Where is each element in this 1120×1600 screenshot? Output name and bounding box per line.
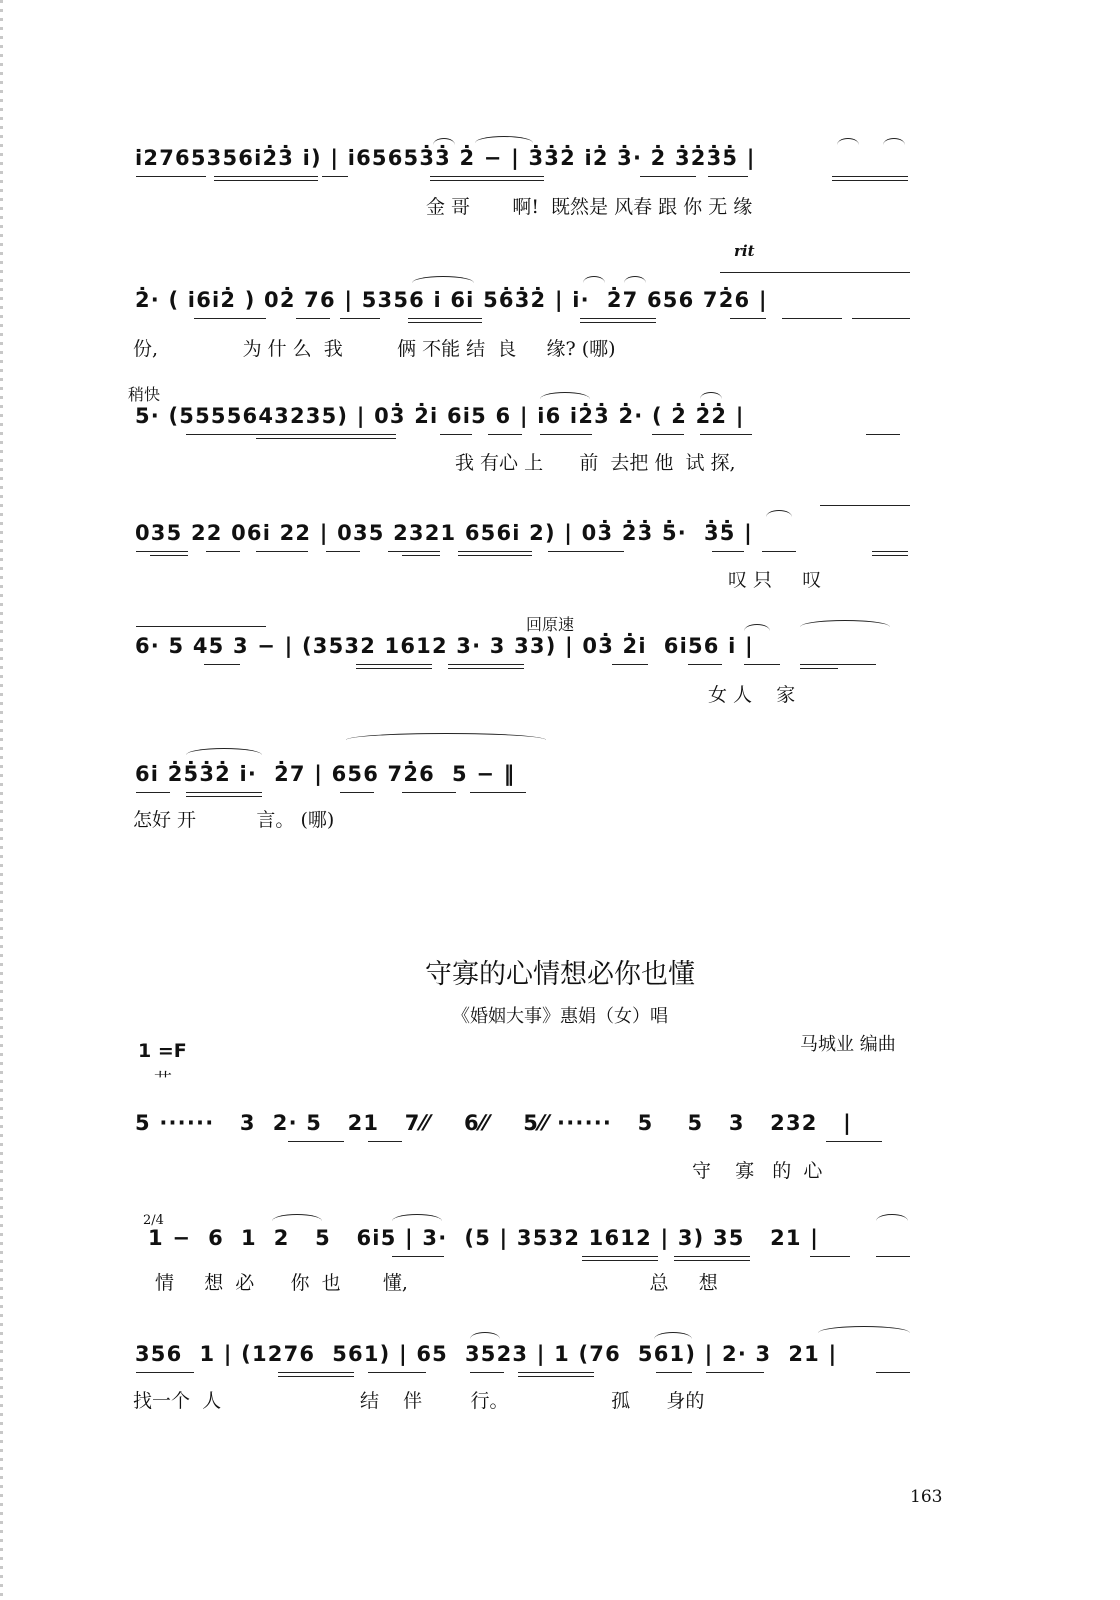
- beam-line: [852, 318, 910, 319]
- beam-line: [700, 434, 752, 435]
- beam-line: [582, 1256, 658, 1257]
- beam-line: [340, 792, 374, 793]
- beam-line: [876, 1372, 910, 1373]
- notation-line: 6i̇ 2̇5̇3̇2̇ i̇· 2̇7 | 656 72̇6 5 − ‖: [135, 762, 516, 786]
- beam-line: [744, 664, 780, 665]
- beam-line: [612, 664, 648, 665]
- beam-line: [688, 664, 722, 665]
- slur-mark: [720, 272, 910, 273]
- beam-line: [214, 176, 318, 177]
- slur-mark: [475, 136, 533, 143]
- beam-line: [408, 318, 482, 319]
- beam-line: [866, 434, 900, 435]
- beam-line: [278, 1372, 354, 1373]
- slur-mark: [392, 1214, 442, 1221]
- beam-line: [810, 1256, 850, 1257]
- beam-line: [448, 664, 524, 665]
- slur-mark: [540, 392, 590, 399]
- slur-mark: [186, 748, 262, 755]
- beam-line: [340, 318, 380, 319]
- beam-line: [204, 664, 240, 665]
- beam-line: [368, 1372, 426, 1373]
- lyrics-line: 叹 只 叹: [728, 569, 822, 591]
- beam-line: [186, 796, 262, 797]
- beam-line: [136, 176, 206, 177]
- slur-mark: [470, 1332, 500, 1339]
- key-signature: 1 =F: [138, 1040, 187, 1062]
- beam-line: [296, 318, 330, 319]
- beam-line: [136, 1372, 194, 1373]
- beam-line: [322, 176, 348, 177]
- slur-mark: [272, 1214, 322, 1221]
- page-number: 163: [910, 1487, 943, 1507]
- beam-line: [214, 180, 318, 181]
- slur-mark: [820, 505, 910, 506]
- beam-line: [826, 1141, 882, 1142]
- composer-credit: 马城业 编曲: [800, 1034, 896, 1055]
- beam-line: [782, 318, 842, 319]
- beam-line: [488, 434, 522, 435]
- beam-line: [640, 176, 696, 177]
- beam-line: [800, 664, 876, 665]
- slur-mark: [412, 276, 474, 283]
- beam-line: [186, 434, 396, 435]
- beam-line: [136, 792, 170, 793]
- lyrics-line: 女 人 家: [708, 684, 796, 706]
- slur-mark: [583, 276, 605, 283]
- beam-line: [356, 664, 432, 665]
- beam-line: [708, 176, 748, 177]
- beam-line: [388, 551, 440, 552]
- notation-line: 6· 5 45 3 − | (3532 1612 3· 3 33) | 03̇ 2̇i̇ 6i̇56 i̇ |: [135, 634, 754, 658]
- beam-line: [458, 551, 532, 552]
- beam-line: [186, 792, 262, 793]
- lyrics-line: 我 有心 上 前 去把 他 试 探,: [455, 452, 736, 474]
- slur-mark: [876, 1214, 908, 1221]
- rit-marking: rit: [734, 242, 755, 260]
- lyrics-line: 怎好 开 言。 (哪): [133, 809, 335, 831]
- beam-line: [548, 551, 624, 552]
- beam-line: [402, 555, 440, 556]
- lyrics-line: 守 寡 的 心: [692, 1160, 823, 1182]
- song-title: 守寡的心情想必你也懂: [425, 959, 695, 990]
- beam-line: [518, 1372, 594, 1373]
- slur-mark: [136, 626, 266, 627]
- beam-line: [872, 551, 908, 552]
- notation-line: 5· (5555643235) | 03̇ 2̇i̇ 6i̇5 6 | i̇6 i̇2̇3̇ 2̇· ( 2̇ 2̇2̇ |: [135, 404, 745, 428]
- slur-mark: [654, 1332, 692, 1339]
- beam-line: [582, 1260, 658, 1261]
- song-subtitle: 《婚姻大事》惠娟（女）唱: [452, 1006, 668, 1027]
- beam-line: [832, 180, 908, 181]
- beam-line: [136, 551, 188, 552]
- beam-line: [150, 555, 188, 556]
- slur-mark: [433, 138, 455, 145]
- beam-line: [194, 318, 266, 319]
- free-meter-sign: 艹: [154, 1070, 172, 1091]
- slur-mark: [744, 624, 770, 631]
- beam-line: [470, 1372, 504, 1373]
- beam-line: [458, 555, 532, 556]
- beam-line: [448, 668, 524, 669]
- lyrics-line: 份, 为 什 么 我 俩 不能 结 良 缘? (哪): [133, 338, 616, 360]
- slur-mark: [800, 620, 890, 627]
- beam-line: [206, 551, 240, 552]
- slur-mark: [346, 733, 546, 740]
- slur-mark: [624, 276, 646, 283]
- beam-line: [580, 318, 656, 319]
- beam-line: [656, 1372, 692, 1373]
- beam-line: [832, 176, 908, 177]
- page-edge-binding: [0, 0, 3, 1600]
- notation-line: 5 ······ 3 2· 5 21 7⁄⁄ 6⁄⁄ 5⁄⁄ ······ 5 5 3 232 |: [135, 1111, 853, 1135]
- beam-line: [326, 551, 360, 552]
- lyrics-line: 情 想 必 你 也 懂, 总 想: [155, 1272, 718, 1294]
- slur-mark: [700, 392, 722, 399]
- slur-mark: [818, 1326, 910, 1333]
- slur-mark: [766, 510, 792, 517]
- beam-line: [762, 551, 796, 552]
- beam-line: [674, 1260, 750, 1261]
- beam-line: [712, 551, 744, 552]
- beam-line: [402, 792, 456, 793]
- beam-line: [706, 1372, 764, 1373]
- beam-line: [288, 1141, 344, 1142]
- time-signature: 2/4: [143, 1213, 164, 1228]
- beam-line: [876, 1256, 910, 1257]
- beam-line: [392, 1256, 444, 1257]
- lyrics-line: 找一个 人 结 伴 行。 孤 身的: [133, 1390, 705, 1412]
- notation-line: 356 1 | (1276 561) | 65 3523 | 1 (76 561) | 2· 3 21 |: [135, 1342, 838, 1366]
- slur-mark: [883, 138, 905, 145]
- beam-line: [872, 555, 908, 556]
- slur-mark: [837, 138, 859, 145]
- tempo-marking: 回原速: [526, 615, 575, 634]
- beam-line: [256, 551, 308, 552]
- beam-line: [430, 176, 544, 177]
- notation-line: 2̇· ( i̇6i̇2̇ ) 02̇ 76 | 5356 i̇ 6i̇ 56̇3̇2̇ | i̇· 2̇7 656 72̇6 |: [135, 288, 768, 312]
- beam-line: [278, 1376, 354, 1377]
- beam-line: [408, 322, 482, 323]
- beam-line: [580, 322, 656, 323]
- notation-line: 1 − 6 1 2 5 6i̇5 | 3· (5 | 3532 1612 | 3) 35 21 |: [148, 1226, 820, 1250]
- lyrics-line: 金 哥 啊! 既然是 风春 跟 你 无 缘: [426, 196, 753, 218]
- beam-line: [730, 318, 766, 319]
- notation-line: 035 22 06i̇ 22 | 035 2321 656i̇ 2) | 03̇ 2̇3̇ 5̇· 3̇5̇ |: [135, 521, 753, 545]
- beam-line: [518, 1376, 594, 1377]
- beam-line: [674, 1256, 750, 1257]
- beam-line: [356, 668, 432, 669]
- tempo-marking: 稍快: [128, 385, 161, 404]
- beam-line: [652, 434, 684, 435]
- beam-line: [440, 434, 472, 435]
- beam-line: [430, 180, 544, 181]
- beam-line: [368, 1141, 402, 1142]
- beam-line: [470, 792, 526, 793]
- beam-line: [540, 434, 592, 435]
- notation-line: i̇2765356i̇2̇3̇ i̇) | i̇65653̇3̇ 2̇ − | 3̇3̇2̇ i̇2̇ 3̇· 2̇ 3̇2̇3̇5̇ |: [135, 146, 756, 170]
- beam-line: [256, 438, 396, 439]
- beam-line: [800, 668, 838, 669]
